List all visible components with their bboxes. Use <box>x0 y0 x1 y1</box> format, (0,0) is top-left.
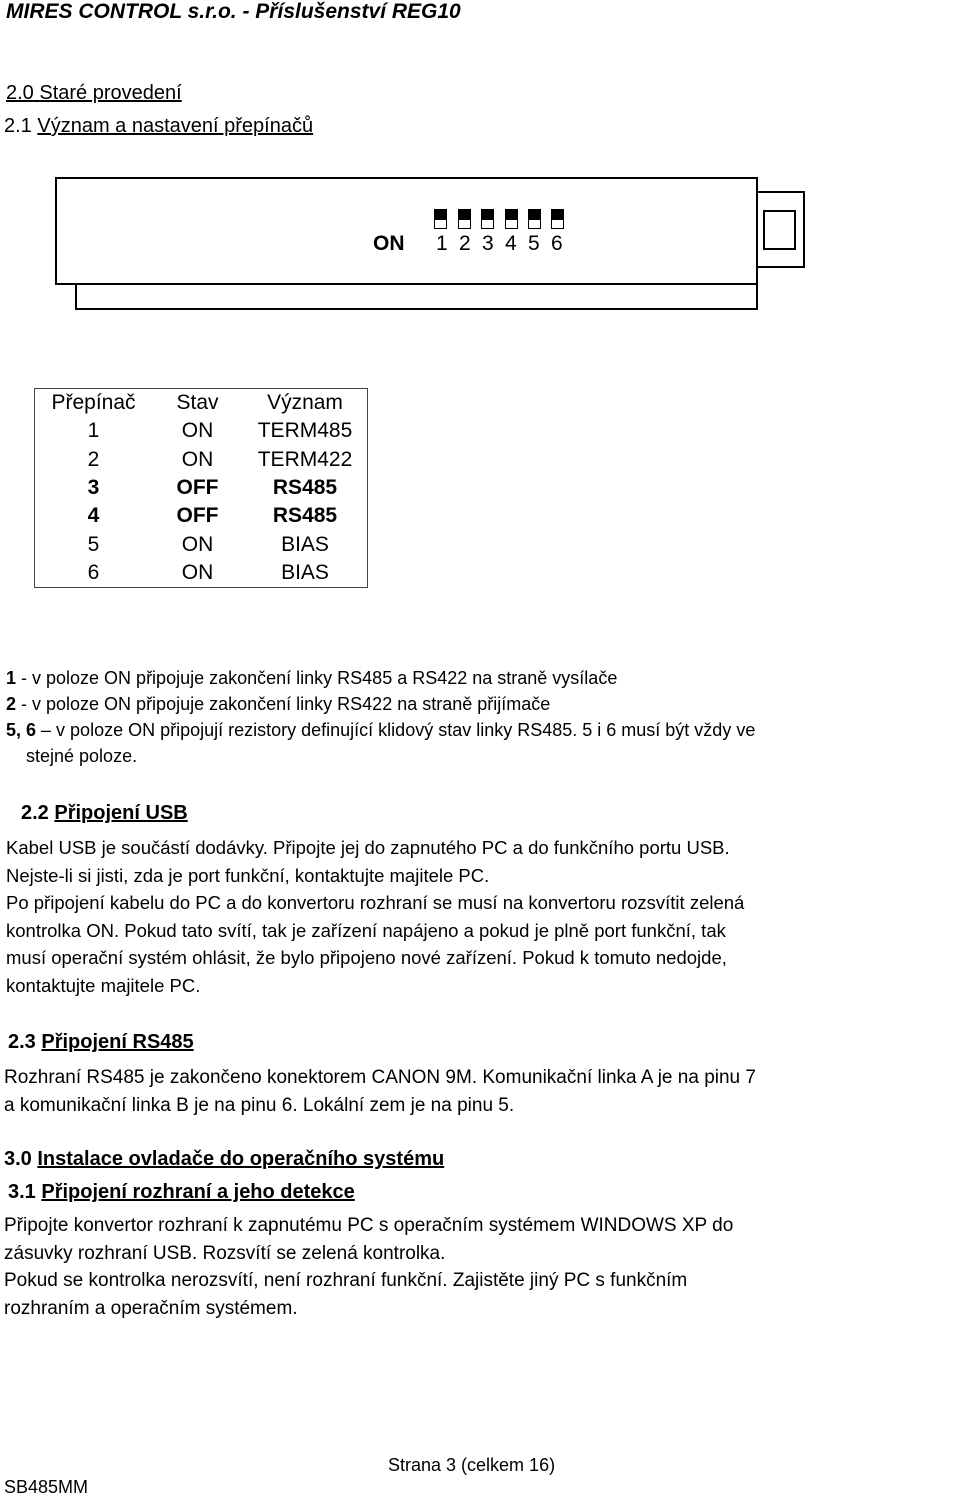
dip-switch-4 <box>505 209 518 229</box>
dip-number: 3 <box>482 232 494 255</box>
table-cell: BIAS <box>281 560 329 584</box>
section-3-0-heading <box>4 1148 444 1171</box>
page-number: Strana 3 (celkem 16) <box>388 1455 556 1475</box>
table-cell: OFF <box>176 476 219 500</box>
table-cell: 6 <box>87 560 100 584</box>
section-2-3-body <box>4 1064 756 1119</box>
table-header-row <box>35 389 368 418</box>
table-row <box>35 530 368 558</box>
table-cell: ON <box>181 419 214 443</box>
switch-side-slot <box>763 210 796 250</box>
section-title: Význam a nastavení přepínačů <box>37 115 314 137</box>
paragraph-line: a komunikační linka B je na pinu 6. Lokální zem je na pinu 5. <box>4 1094 515 1116</box>
table-cell: 5 <box>87 532 100 556</box>
paragraph-line: Po připojení kabelu do PC a do konvertoru rozhraní se musí na konvertoru rozsvítit zelená <box>6 892 745 913</box>
section-3-1-body <box>4 1212 733 1322</box>
table-row <box>35 446 368 474</box>
section-title: Připojení rozhraní a jeho detekce <box>41 1181 355 1203</box>
section-number: 2.1 <box>4 115 32 137</box>
table-cell: ON <box>181 560 214 584</box>
section-number: 2.0 <box>6 82 34 104</box>
section-number: 2.2 <box>21 802 49 824</box>
table-cell: 1 <box>87 419 100 443</box>
note-line-3: 5, 6 – v poloze ON připojují rezistory definující klidový stav linky RS485. 5 i 6 musí být vždy ve <box>6 720 756 740</box>
section-title: Staré provedení <box>39 82 182 104</box>
table-row <box>35 417 368 445</box>
dip-number: 5 <box>528 232 540 255</box>
paragraph-line: zásuvky rozhraní USB. Rozsvítí se zelená kontrolka. <box>4 1242 446 1264</box>
table-cell: TERM485 <box>257 419 353 443</box>
section-title: Připojení USB <box>54 802 188 824</box>
dip-switch-1 <box>434 209 447 229</box>
table-cell: TERM422 <box>257 447 353 471</box>
section-3-1-heading <box>8 1181 355 1204</box>
table-cell: ON <box>181 532 214 556</box>
dip-switch-5 <box>528 209 541 229</box>
header-cell: Stav <box>176 391 219 415</box>
switch-body <box>55 177 758 285</box>
paragraph-line: kontaktujte majitele PC. <box>6 974 201 996</box>
note-line-1: 1 - v poloze ON připojuje zakončení linky RS485 a RS422 na straně vysílače <box>6 668 618 688</box>
paragraph-line: musí operační systém ohlásit, že bylo připojeno nové zařízení. Pokud k tomuto nedojde, <box>6 947 727 968</box>
dip-number: 6 <box>551 232 563 255</box>
dip-switch-6 <box>551 209 564 229</box>
table-cell: RS485 <box>272 476 338 500</box>
dip-number: 1 <box>436 232 448 255</box>
section-number: 3.1 <box>8 1181 36 1203</box>
table-cell: RS485 <box>272 504 338 528</box>
table-row <box>35 502 368 530</box>
dip-number: 2 <box>459 232 471 255</box>
dip-switch-2 <box>458 209 471 229</box>
section-2-2-body <box>6 834 744 999</box>
note-line-3-cont: stejné poloze. <box>26 746 138 766</box>
document-id: SB485MM <box>4 1477 89 1497</box>
document-header: MIRES CONTROL s.r.o. - Příslušenství REG10 <box>6 0 461 23</box>
paragraph-line: Rozhraní RS485 je zakončeno konektorem CANON 9M. Komunikační linka A je na pinu 7 <box>4 1067 756 1088</box>
on-label: ON <box>373 232 405 255</box>
paragraph-line: Připojte konvertor rozhraní k zapnutému PC s operačním systémem WINDOWS XP do <box>4 1215 734 1236</box>
table-cell: BIAS <box>281 532 329 556</box>
paragraph-line: rozhraním a operačním systémem. <box>4 1297 298 1319</box>
section-number: 3.0 <box>4 1148 32 1170</box>
paragraph-line: Pokud se kontrolka nerozsvítí, není rozhraní funkční. Zajistěte jiný PC s funkčním <box>4 1270 688 1291</box>
switch-base <box>75 285 758 310</box>
note-line-2: 2 - v poloze ON připojuje zakončení linky RS422 na straně přijímače <box>6 694 551 714</box>
table-cell: 2 <box>87 447 100 471</box>
section-2-0-heading <box>6 82 182 105</box>
table-cell: OFF <box>176 504 219 528</box>
table-cell: ON <box>181 447 214 471</box>
table-cell: 4 <box>87 504 100 528</box>
switch-table <box>34 388 368 588</box>
header-cell: Přepínač <box>51 391 136 415</box>
table-row <box>35 559 368 588</box>
table-row <box>35 474 368 502</box>
paragraph-line: kontrolka ON. Pokud tato svítí, tak je zařízení napájeno a pokud je plně port funkční, tak <box>6 919 726 941</box>
section-2-3-heading <box>8 1031 194 1054</box>
header-cell: Význam <box>267 391 343 415</box>
table-cell: 3 <box>87 476 100 500</box>
paragraph-line: Nejste-li si jisti, zda je port funkční, kontaktujte majitele PC. <box>6 864 490 886</box>
section-title: Instalace ovladače do operačního systému <box>37 1148 445 1170</box>
section-number: 2.3 <box>8 1031 36 1053</box>
section-2-1-heading <box>6 115 313 138</box>
section-title: Připojení RS485 <box>41 1031 194 1053</box>
paragraph-line: Kabel USB je součástí dodávky. Připojte jej do zapnutého PC a do funkčního portu USB. <box>6 837 730 858</box>
section-2-2-heading <box>21 802 188 825</box>
dip-number: 4 <box>505 232 517 255</box>
dip-switch-3 <box>481 209 494 229</box>
